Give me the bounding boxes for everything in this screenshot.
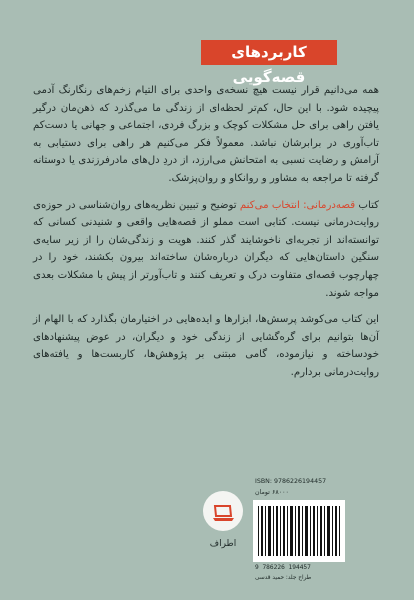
description-paragraph-1: همه می‌دانیم قرار نیست هیچ نسخه‌ی واحدی برای التیام زخم‌های رنگارنگ آدمی پیچیده شود. با این حال، کم‌تر لحظه‌ای از زندگی ما می‌گذرد که ذهن‌مان درگیر یافتن راهی برای حل مشکلات کوچک و بزرگ فردی، اجتماعی و جهانی یا دست‌کم تاب‌آوری در برابرشان نباشد. معمولاً فکر می‌کنیم هر راهی برای دستیابی به آرامش و رضایت نسبی به امتحانش می‌ارزد، از دردِ دل‌های مادرفرزندی یا دوستانه گرفته تا مراجعه به مشاور و روانکاو و روان‌پزشک. [33, 85, 379, 184]
publisher-name: اطراف [209, 539, 237, 549]
laptop-logo-icon [203, 491, 243, 531]
publisher-logo [203, 491, 243, 531]
book-reference-rest: توضیح و تبیین نظریه‌های روان‌شناسی در حوزه‌ی روایت‌درمانی نیست. کتابی است مملو از قصه‌هایی واقعی و شنیدنی کسانی که توانسته‌اند از تجربه‌ای ناخوشایند گذر کنند. هویت و زندگی‌شان را از زیر سایه‌ی سنگین داستان‌هایی که دیگران درباره‌شان ساخته‌اند بیرون بکشند، خود را در چهارچوب قصه‌ای متفاوت درک و تعریف کنند و تاب‌آورتر از پیش با مشکلات بعدی مواجه شوند. [33, 199, 379, 299]
price-label: ۶۸۰۰۰ تومان [255, 489, 289, 496]
cover-designer-credit: طراح جلد: حمید قدسی [255, 575, 312, 581]
isbn-label: ISBN: 9786226194457 [255, 478, 327, 485]
barcode-block [253, 478, 377, 586]
book-title-highlight: قصه‌درمانی: انتخاب می‌کنم [239, 199, 356, 211]
barcode-number: 9 786226 194457 [255, 564, 311, 571]
description-paragraph-2 [33, 197, 379, 303]
description-body [33, 82, 379, 382]
section-title: کاربردهای قصه‌گویی [201, 40, 337, 65]
book-reference-prefix: کتاب [355, 199, 379, 211]
barcode-icon [253, 500, 345, 562]
description-paragraph-3: این کتاب می‌کوشد پرسش‌ها، ابزارها و ایده‌هایی در اختیارمان بگذارد که با الهام از آن‌ها بتوانیم برای گره‌گشایی از زندگی خود و دیگران، در عوض پیشنهادهای خودساخته و نیازموده، گامی مبتنی بر پژوهش‌ها، کاربست‌ها و یافته‌های روایت‌درمانی بردارم. [33, 314, 379, 378]
